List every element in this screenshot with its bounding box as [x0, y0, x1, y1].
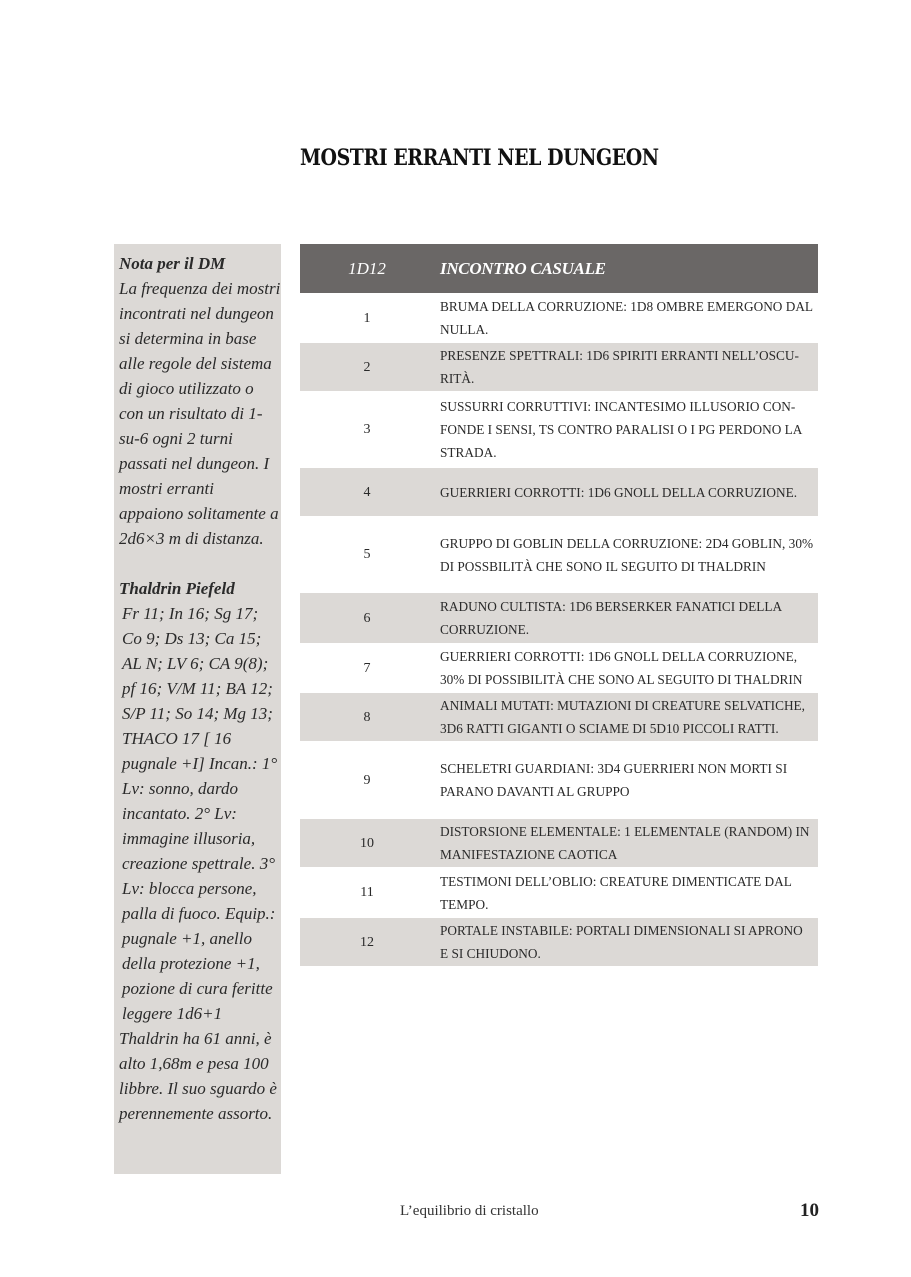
encounter-cell: BRUMA DELLA CORRUZIONE: 1D8 OMBRE EMERGONO DAL NULLA. [440, 299, 813, 337]
encounter-table [300, 244, 818, 966]
roll-cell: 7 [363, 660, 371, 676]
header-roll: 1D12 [300, 244, 434, 293]
encounter-cell: PORTALE INSTABILE: PORTALI DIMENSIONALI SI APRONO E SI CHIUDONO. [434, 918, 818, 966]
table-row [300, 693, 818, 741]
encounter-cell: DISTORSIONE ELEMENTALE: 1 ELEMENTALE (RANDOM) IN MANIFESTAZIONE CAOTICA [434, 819, 818, 867]
table-row [300, 391, 818, 468]
npc-stats: Fr 11; In 16; Sg 17; Co 9; Ds 13; Ca 15; AL N; LV 6; CA 9(8); pf 16; V/M 11; BA 12; S/P 11; So 14; Mg 13; THACO 17 [ 16 pugnale +I] Incan.: 1° Lv: sonno, dardo incantato. 2° Lv: immagine illusoria, creazione spettrale. 3° Lv: blocca persone, palla di fuoco. Equip.: pugnale +1, anello della protezione +1, pozione di cura feritte leggere 1d6+1 [122, 604, 278, 1023]
roll-cell: 8 [300, 693, 434, 741]
npc-name: Thaldrin Piefeld [119, 579, 235, 598]
roll-cell: 6 [300, 593, 434, 643]
table-row [300, 593, 818, 643]
encounter-cell: PRESENZE SPETTRALI: 1D6 SPIRITI ERRANTI NELL’OSCU-RITÀ. [434, 343, 818, 391]
table-row [300, 741, 818, 819]
table-header-row [300, 244, 818, 293]
encounter-cell: RADUNO CULTISTA: 1D6 BERSERKER FANATICI DELLA CORRUZIONE. [434, 593, 818, 643]
table-row [300, 819, 818, 867]
encounter-cell: GUERRIERI CORROTTI: 1D6 GNOLL DELLA CORRUZIONE, 30% DI POSSIBILITÀ CHE SONO AL SEGUITO DI THALDRIN [440, 649, 803, 687]
encounter-cell: SCHELETRI GUARDIANI: 3D4 GUERRIERI NON MORTI SI PARANO DAVANTI AL GRUPPO [440, 761, 788, 799]
table-row [300, 468, 818, 516]
table-row [300, 293, 818, 343]
roll-cell: 5 [363, 547, 371, 562]
dm-note-sidebar [114, 244, 281, 1174]
encounter-cell: SUSSURRI CORRUTTIVI: INCANTESIMO ILLUSORIO CON-FONDE I SENSI, TS CONTRO PARALISI O I PG PERDONO LA STRADA. [440, 399, 802, 460]
table-row [300, 643, 818, 693]
page-title: MOSTRI ERRANTI NEL DUNGEON [300, 145, 659, 171]
npc-description: Thaldrin ha 61 anni, è alto 1,68m e pesa 100 libbre. Il suo sguardo è perennemente assorto. [119, 1029, 277, 1123]
table-row [300, 516, 818, 593]
header-encounter: INCONTRO CASUALE [434, 244, 818, 293]
table-row [300, 343, 818, 391]
page-number: 10 [800, 1200, 819, 1221]
note-text: La frequenza dei mostri incontrati nel dungeon si determina in base alle regole del sistema di gioco utilizzato o con un risultato di 1-su-6 ogni 2 turni passati nel dungeon. I mostri erranti appaiono solitamente a 2d6×3 m di distanza. [119, 279, 281, 548]
roll-cell: 3 [363, 422, 371, 437]
encounter-cell: GRUPPO DI GOBLIN DELLA CORRUZIONE: 2D4 GOBLIN, 30% DI POSSBILITÀ CHE SONO IL SEGUITO DI THALDRIN [440, 535, 814, 574]
footer-book-title: L’equilibrio di cristallo [400, 1203, 539, 1219]
encounter-cell: ANIMALI MUTATI: MUTAZIONI DI CREATURE SELVATICHE, 3D6 RATTI GIGANTI O SCIAME DI 5D10 PICCOLI RATTI. [434, 693, 818, 741]
encounter-cell: TESTIMONI DELL’OBLIO: CREATURE DIMENTICATE DAL TEMPO. [440, 873, 792, 912]
roll-cell: 11 [360, 885, 374, 900]
roll-cell: 10 [300, 819, 434, 867]
roll-cell: 2 [300, 343, 434, 391]
encounter-cell: GUERRIERI CORROTTI: 1D6 GNOLL DELLA CORRUZIONE. [434, 468, 818, 516]
roll-cell: 12 [300, 918, 434, 966]
roll-cell: 4 [300, 468, 434, 516]
table-row [300, 918, 818, 966]
roll-cell: 9 [363, 772, 371, 788]
table-row [300, 867, 818, 918]
note-heading: Nota per il DM [119, 254, 226, 273]
roll-cell: 1 [363, 310, 371, 326]
